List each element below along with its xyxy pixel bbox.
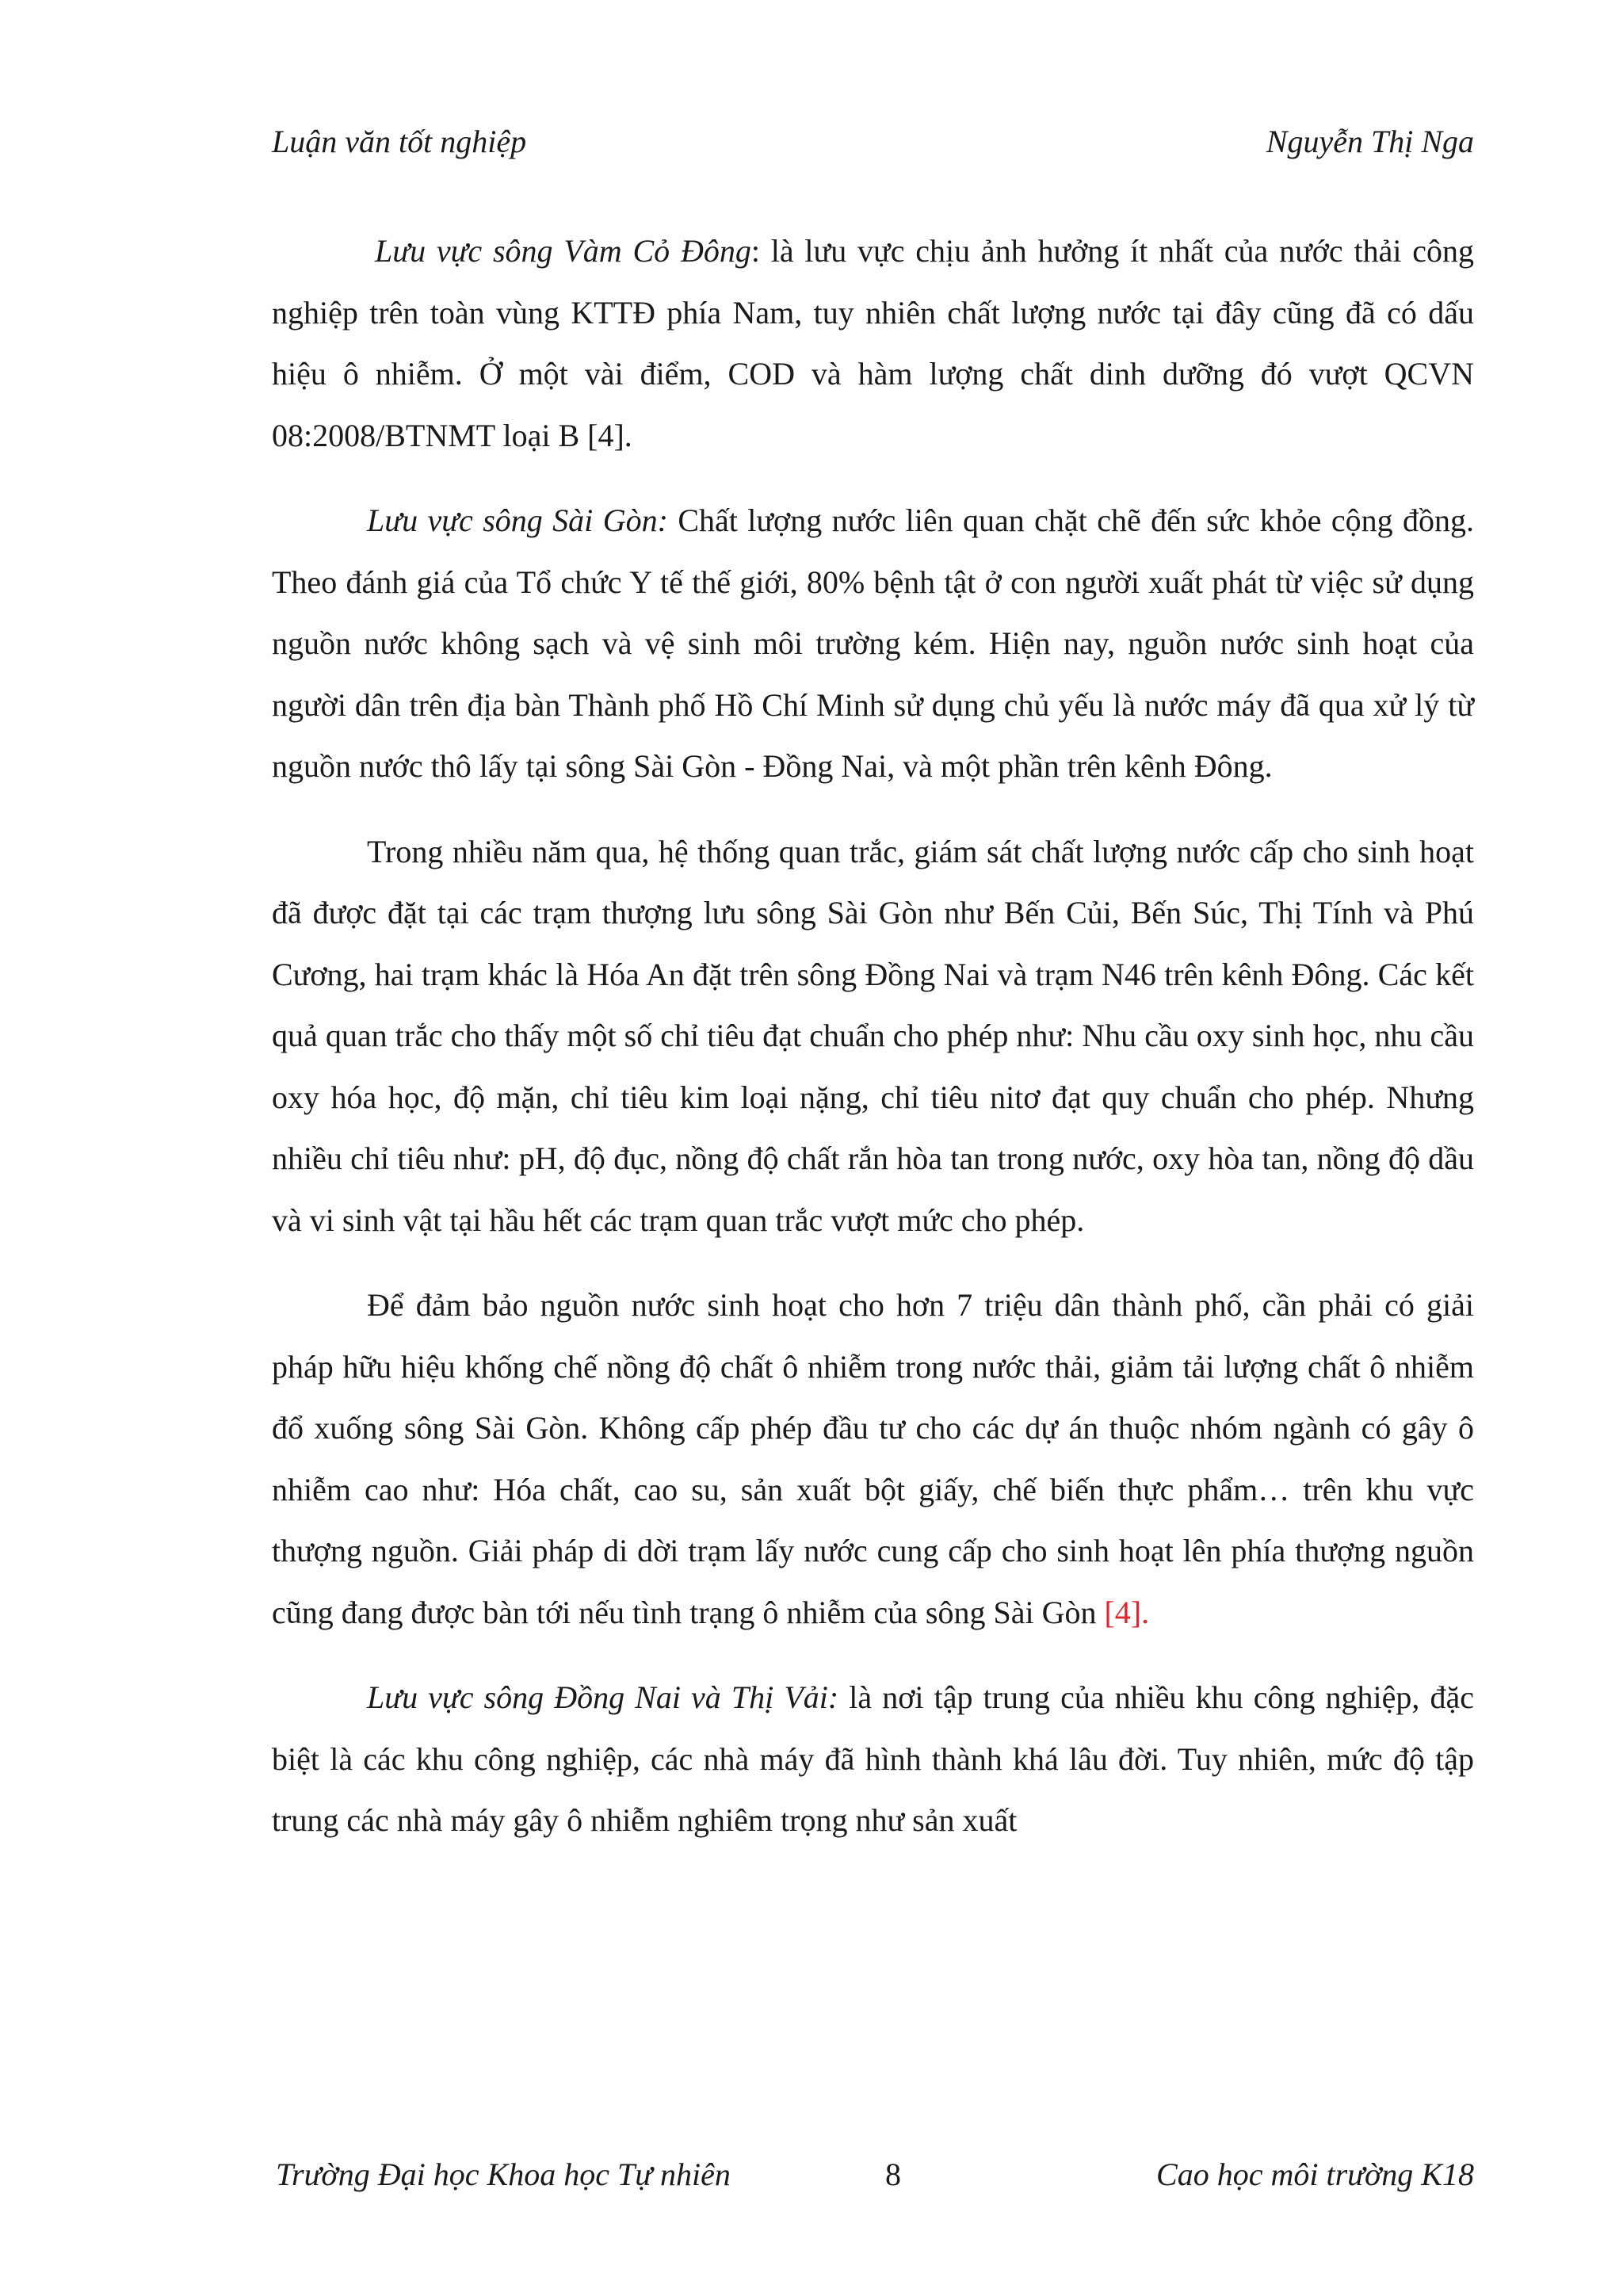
body-text <box>272 220 1474 1875</box>
paragraph-solutions <box>272 1274 1474 1643</box>
paragraph-text: Để đảm bảo nguồn nước sinh hoạt cho hơn 7 triệu dân thành phố, cần phải có giải pháp hữu hiệu khống chế nồng độ chất ô nhiễm trong nước thải, giảm tải lượng chất ô nhiễm đổ xuống sông Sài Gòn. Không cấp phép đầu tư cho các dự án thuộc nhóm ngành có gây ô nhiễm cao như: Hóa chất, cao su, sản xuất bột giấy, chế biến thực phẩm… trên khu vực thượng nguồn. Giải pháp di dời trạm lấy nước cung cấp cho sinh hoạt lên phía thượng nguồn cũng đang được bàn tới nếu tình trạng ô nhiễm của sông Sài Gòn <box>272 1287 1474 1630</box>
paragraph-text: là nơi tập trung của nhiều khu công nghiệp, đặc biệt là các khu công nghiệp, các nhà máy đã hình thành khá lâu đời. Tuy nhiên, mức độ tập trung các nhà máy gây ô nhiễm nghiêm trọng như sản xuất <box>272 1679 1475 1838</box>
paragraph-sai-gon <box>272 490 1474 797</box>
footer-program: Cao học môi trường K18 <box>1156 2157 1474 2192</box>
paragraph-lead: Lưu vực sông Vàm Cỏ Đông <box>375 233 751 269</box>
citation-link[interactable]: [4]. <box>1104 1594 1150 1630</box>
footer-page-number: 8 <box>885 2157 901 2192</box>
page-header <box>272 123 1474 170</box>
paragraph-text: Chất lượng nước liên quan chặt chẽ đến sức khỏe cộng đồng. Theo đánh giá của Tổ chức Y tế thế giới, 80% bệnh tật ở con người xuất phát từ việc sử dụng nguồn nước không sạch và vệ sinh môi trường kém. Hiện nay, nguồn nước sinh hoạt của người dân trên địa bàn Thành phố Hồ Chí Minh sử dụng chủ yếu là nước máy đã qua xử lý từ nguồn nước thô lấy tại sông Sài Gòn - Đồng Nai, và một phần trên kênh Đông. <box>272 502 1474 784</box>
paragraph-text: : là lưu vực chịu ảnh hưởng ít nhất của nước thải công nghiệp trên toàn vùng KTTĐ phía Nam, tuy nhiên chất lượng nước tại đây cũng đã có dấu hiệu ô nhiễm. Ở một vài điểm, COD và hàm lượng chất dinh dưỡng đó vượt QCVN 08:2008/BTNMT loại B [4]. <box>272 233 1474 453</box>
header-thesis-label: Luận văn tốt nghiệp <box>272 124 527 159</box>
header-author-name: Nguyễn Thị Nga <box>1266 124 1474 159</box>
paragraph-vam-co-dong <box>272 220 1474 466</box>
footer-university: Trường Đại học Khoa học Tự nhiên <box>276 2157 731 2192</box>
paragraph-text: Trong nhiều năm qua, hệ thống quan trắc, giám sát chất lượng nước cấp cho sinh hoạt đã được đặt tại các trạm thượng lưu sông Sài Gòn như Bến Củi, Bến Súc, Thị Tính và Phú Cương, hai trạm khác là Hóa An đặt trên sông Đồng Nai và trạm N46 trên kênh Đông. Các kết quả quan trắc cho thấy một số chỉ tiêu đạt chuẩn cho phép như: Nhu cầu oxy sinh học, nhu cầu oxy hóa học, độ mặn, chỉ tiêu kim loại nặng, chỉ tiêu nitơ đạt quy chuẩn cho phép. Nhưng nhiều chỉ tiêu như: pH, độ đục, nồng độ chất rắn hòa tan trong nước, oxy hòa tan, nồng độ dầu và vi sinh vật tại hầu hết các trạm quan trắc vượt mức cho phép. <box>272 833 1474 1238</box>
paragraph-monitoring <box>272 821 1474 1251</box>
paragraph-dong-nai-thi-vai <box>272 1667 1474 1851</box>
paragraph-lead: Lưu vực sông Đồng Nai và Thị Vải: <box>367 1679 839 1715</box>
page-footer <box>272 2156 1474 2203</box>
paragraph-lead: Lưu vực sông Sài Gòn: <box>367 502 668 538</box>
